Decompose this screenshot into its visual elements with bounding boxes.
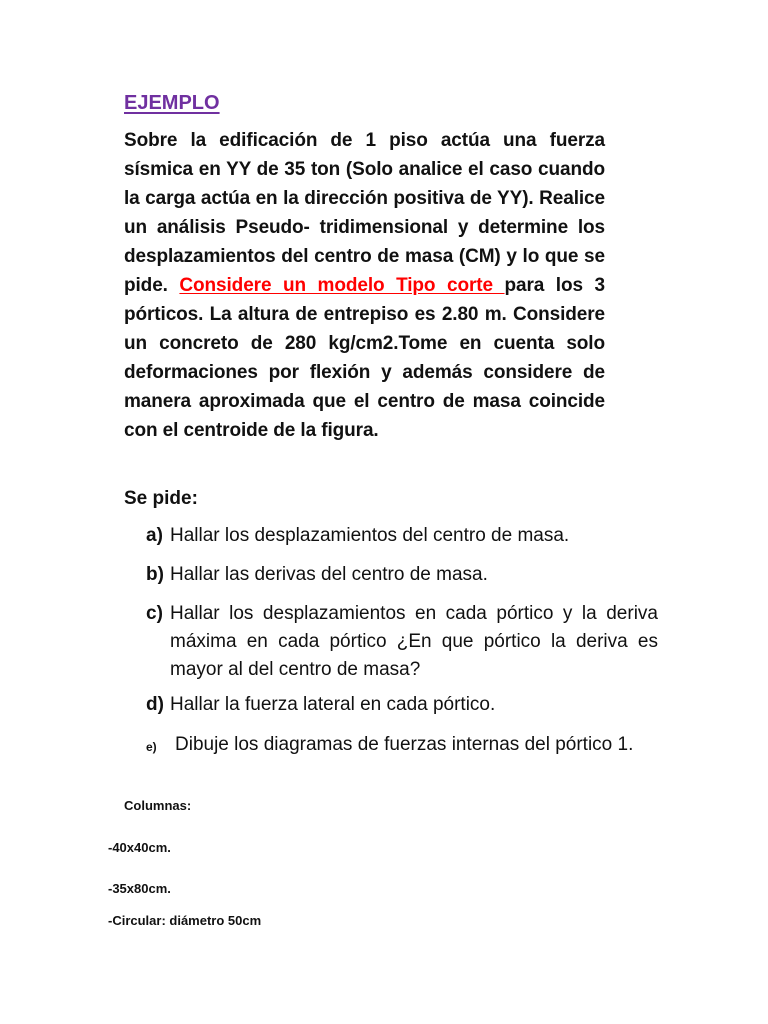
- question-text: Hallar los desplazamientos del centro de masa.: [170, 525, 570, 546]
- question-item-d: [146, 691, 658, 719]
- question-item-b: [146, 561, 658, 589]
- statement-highlight: Considere un modelo Tipo corte: [179, 275, 505, 296]
- statement-text-part2: para los 3 pórticos. La altura de entrepiso es 2.80 m. Considere un concreto de 280 kg/cm2.Tome en cuenta solo deformaciones por flexión y además considere de manera aproximada que el centro de masa coincide con el centroide de la figura.: [124, 275, 605, 441]
- question-text: Dibuje los diagramas de fuerzas internas del pórtico 1.: [175, 734, 634, 755]
- question-marker: e): [146, 740, 157, 754]
- ask-title: Se pide:: [124, 488, 198, 509]
- question-marker: a): [146, 525, 163, 546]
- example-heading: EJEMPLO: [124, 92, 220, 114]
- question-text: Hallar la fuerza lateral en cada pórtico.: [170, 694, 496, 715]
- question-marker: d): [146, 694, 164, 715]
- column-spec-2: -35x80cm.: [108, 881, 171, 896]
- column-spec-3: -Circular: diámetro 50cm: [108, 913, 262, 928]
- columns-title: Columnas:: [124, 798, 192, 813]
- column-spec-1: -40x40cm.: [108, 840, 171, 855]
- question-marker: b): [146, 564, 164, 585]
- problem-statement: [124, 126, 605, 445]
- question-marker: c): [146, 603, 163, 624]
- question-text: Hallar los desplazamientos en cada pórtico y la deriva máxima en cada pórtico ¿En que pórtico la deriva es mayor al del centro de masa?: [170, 603, 658, 680]
- question-text: Hallar las derivas del centro de masa.: [170, 564, 488, 585]
- question-item-e: [146, 731, 658, 761]
- statement-text-part1: Sobre la edificación de 1 piso actúa una fuerza sísmica en YY de 35 ton (Solo analice el caso cuando la carga actúa en la dirección positiva de YY). Realice un análisis Pseudo- tridimensional y determine los desplazamientos del centro de masa (CM) y lo que se pide.: [124, 130, 605, 296]
- question-item-c: [146, 600, 658, 684]
- question-item-a: [146, 522, 658, 550]
